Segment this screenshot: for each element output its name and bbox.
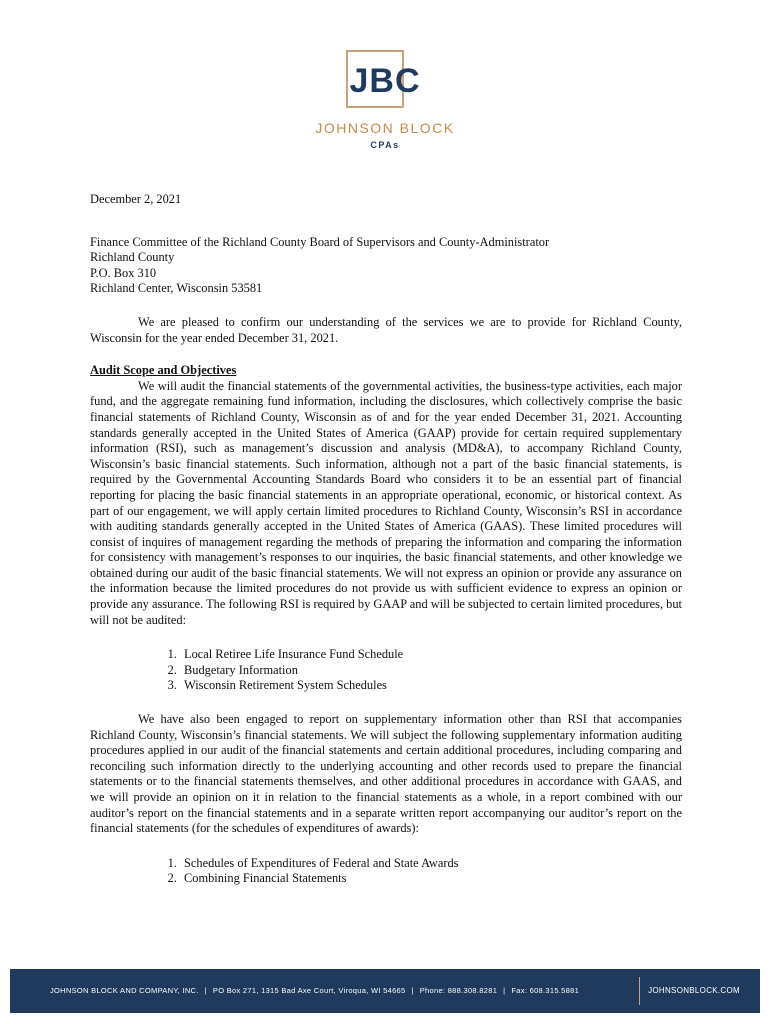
address-line: Richland Center, Wisconsin 53581: [90, 281, 263, 296]
supplementary-list: [90, 856, 682, 887]
recipient-address: [90, 235, 682, 297]
footer-bar: [10, 969, 760, 1013]
logo-firm-name: JOHNSON BLOCK: [315, 120, 455, 136]
letterhead-logo: [0, 50, 770, 150]
logo-cpas: CPAs: [370, 140, 400, 150]
logo-monogram: JBC: [349, 62, 421, 100]
letter-date: December 2, 2021: [90, 192, 182, 206]
address-line: Finance Committee of the Richland County Board of Supervisors and County-Administrator: [90, 234, 550, 249]
footer-separator: |: [204, 986, 207, 995]
list-item: 3. Wisconsin Retirement System Schedules: [180, 678, 682, 694]
footer-company: JOHNSON BLOCK AND COMPANY, INC.: [50, 986, 199, 995]
list-item: 2. Combining Financial Statements: [180, 871, 682, 887]
rsi-list: [90, 647, 682, 694]
letter-body: [90, 192, 682, 887]
footer-phone: Phone: 888.308.8281: [419, 986, 498, 995]
section-heading: Audit Scope and Objectives: [90, 363, 237, 378]
footer-website-link[interactable]: JOHNSONBLOCK.COM: [639, 977, 748, 1005]
footer-contact: [50, 986, 579, 995]
supplementary-paragraph: We have also been engaged to report on supplementary information other than RSI that accompanies Richland County, Wisconsin’s financial statements. We will subject the following supplementary information auditing procedures applied in our audit of the financial statements and certain additional procedures, including comparing and reconciling such information directly to the underlying accounting and other records used to prepare the financial statements or to the financial statements themselves, and other additional procedures in accordance with GAAS, and we will provide an opinion on it in relation to the financial statements as a whole, in a report combined with our auditor’s report on the financial statements and in a separate written report accompanying our auditor’s report on the financial statements (for the schedules of expenditures of awards):: [90, 712, 682, 836]
address-line: P.O. Box 310: [90, 265, 157, 280]
list-item: 1. Schedules of Expenditures of Federal and State Awards: [180, 856, 682, 872]
footer-fax: Fax: 608.315.5881: [511, 986, 580, 995]
footer-address: PO Box 271, 1315 Bad Axe Court, Viroqua, WI 54665: [212, 986, 406, 995]
footer-separator: |: [411, 986, 414, 995]
list-item: 1. Local Retiree Life Insurance Fund Schedule: [180, 647, 682, 663]
audit-scope-paragraph: We will audit the financial statements of the governmental activities, the business-type activities, each major fund, and the aggregate remaining fund information, including the disclosures, which collectively comprise the basic financial statements of Richland County, Wisconsin as of and for the year ended December 31, 2021. Accounting standards generally accepted in the United States of America (GAAP) provide for certain required supplementary information (RSI), such as management’s discussion and analysis (MD&A), to accompany Richland County, Wisconsin’s basic financial statements. Such information, although not a part of the basic financial statements, is required by the Governmental Accounting Standards Board who considers it to be an essential part of financial reporting for placing the basic financial statements in an appropriate operational, economic, or historical context. As part of our engagement, we will apply certain limited procedures to Richland County, Wisconsin’s RSI in accordance with auditing standards generally accepted in the United States of America (GAAS). These limited procedures will consist of inquires of management regarding the methods of preparing the information and comparing the information for consistency with management’s responses to our inquiries, the basic financial statements, and other knowledge we obtained during our audit of the basic financial statements. We will not express an opinion or provide any assurance on the information because the limited procedures do not provide us with sufficient evidence to express an opinion or provide any assurance. The following RSI is required by GAAP and will be subjected to certain limited procedures, but will not be audited:: [90, 378, 682, 627]
intro-paragraph: We are pleased to confirm our understanding of the services we are to provide for Richland County, Wisconsin for the year ended December 31, 2021.: [90, 314, 682, 345]
address-line: Richland County: [90, 250, 175, 265]
footer-separator: |: [503, 986, 506, 995]
list-item: 2. Budgetary Information: [180, 663, 682, 679]
